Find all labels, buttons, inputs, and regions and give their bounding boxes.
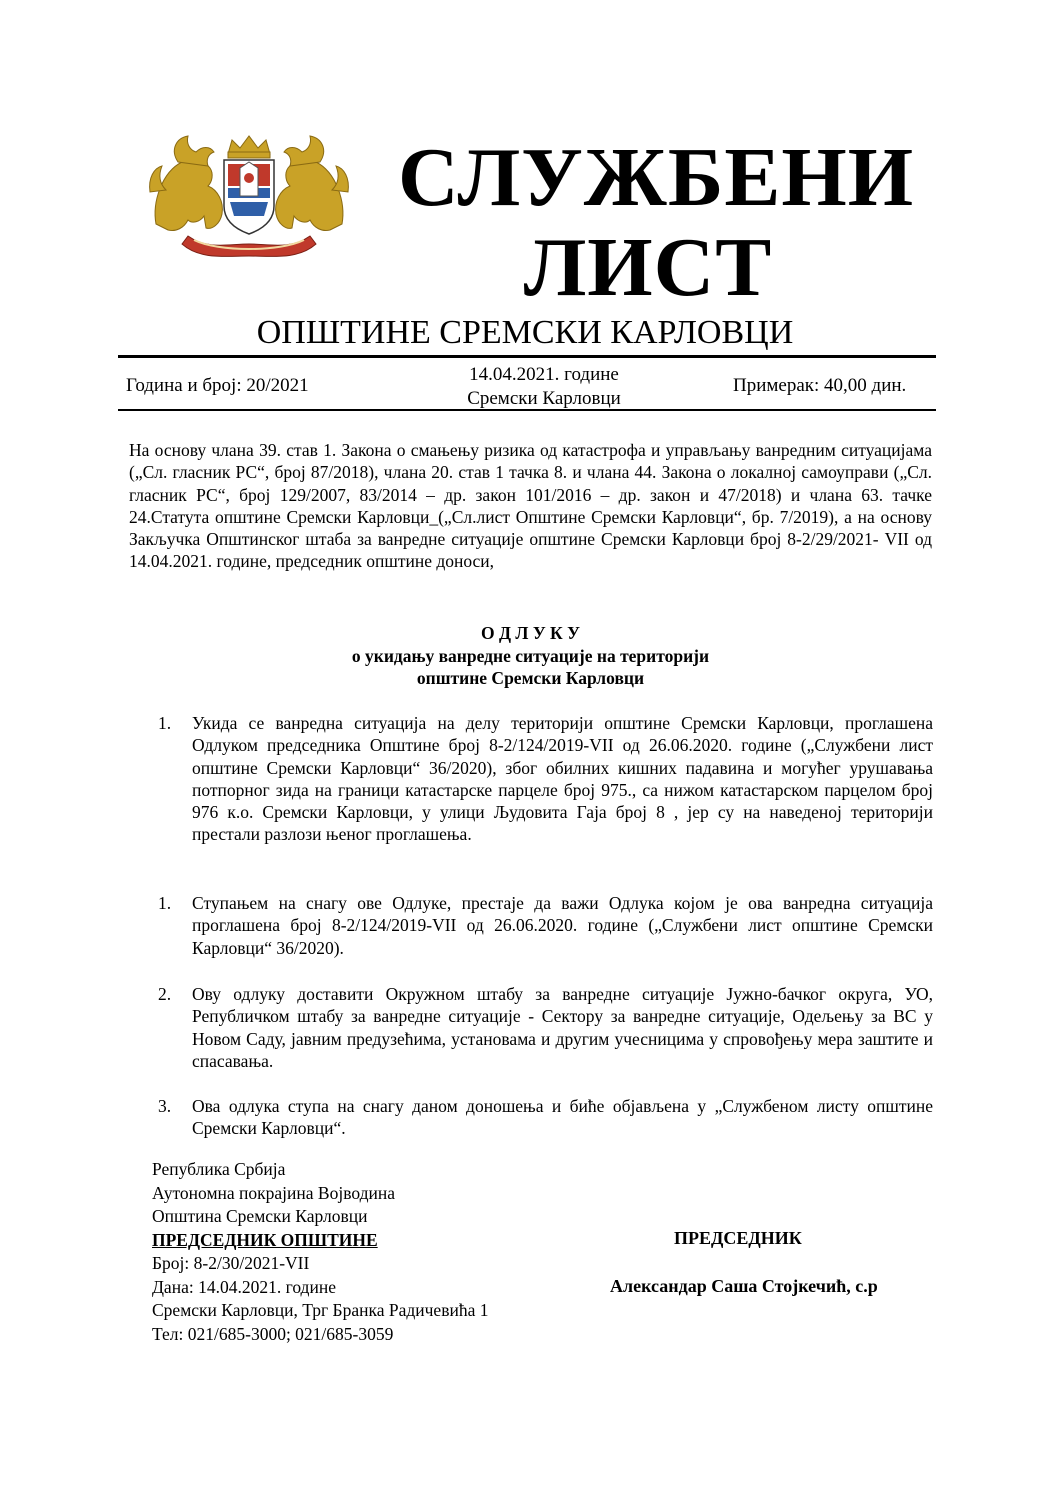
issue-number: Година и број: 20/2021 <box>126 375 309 396</box>
issuer-province: Аутономна покрајина Војводина <box>152 1182 395 1203</box>
item-number: 1. <box>158 713 172 733</box>
issuer-address: Сремски Карловци, Трг Бранка Радичевића 1 <box>152 1300 489 1320</box>
decision-item <box>158 892 933 959</box>
decision-subheading-line1: о укидању ванредне ситуације на територији <box>351 646 710 666</box>
decision-item <box>158 983 933 1072</box>
decision-item <box>158 712 933 846</box>
item-text: Ова одлука ступа на снагу даном доношења и биће објављена у „Службеном листу општине Сремски Карловци“. <box>192 1096 933 1139</box>
copy-price: Примерак: 40,00 дин. <box>733 375 907 396</box>
decision-heading: О Д Л У К У <box>481 623 580 643</box>
issuer-country: Република Србија <box>152 1159 286 1179</box>
signer-title: ПРЕДСЕДНИК <box>674 1228 802 1248</box>
journal-title-line1: СЛУЖБЕНИ <box>398 131 915 224</box>
document-date: Дана: 14.04.2021. године <box>152 1276 336 1297</box>
preamble-paragraph: На основу члана 39. став 1. Закона о смањењу ризика од катастрофа и управљању ванредним ситуацијама („Сл. гласник РС“, број 87/2018), члана 20. став 1 тачка 8. и члана 44. Закона о локалној самоуправи („Сл. гласник РС“, број 129/2007, 83/2014 – др. закон 101/2016 – др. закон и 47/2018) и члана 63. тачке 24.Статута општине Сремски Карловци_(„Сл.лист Општине Сремски Карловци“, бр. 7/2019), а на основу Закључка Општинског штаба за ванредне ситуације општине Сремски Карловци број 8-2/29/2021- VII од 14.04.2021. године, председник општине доноси, <box>129 440 932 572</box>
decision-item <box>158 1095 933 1140</box>
decision-subheading-line2: општине Сремски Карловци <box>416 668 645 688</box>
municipal-coat-of-arms-icon <box>148 132 350 264</box>
document-number: Број: 8-2/30/2021-VII <box>152 1253 310 1273</box>
issuer-municipality: Општина Сремски Карловци <box>152 1206 368 1226</box>
issuer-block <box>152 1158 488 1346</box>
header-divider-bottom <box>118 409 936 411</box>
signer-name: Александар Саша Стојкечић, с.р <box>610 1276 878 1296</box>
item-number: 1. <box>158 893 172 913</box>
journal-subtitle: ОПШТИНЕ СРЕМСКИ КАРЛОВЦИ <box>256 314 794 351</box>
item-number: 3. <box>158 1096 172 1116</box>
issuer-office: ПРЕДСЕДНИК ОПШТИНЕ <box>152 1229 378 1250</box>
publication-place-line: Сремски Карловци <box>467 388 621 409</box>
header-divider-top <box>118 355 936 358</box>
item-text: Ову одлуку доставити Окружном штабу за ванредне ситуације Јужно-бачког округа, УО, Републичком штабу за ванредне ситуације - Сектору за ванредне ситуације, Одељењу за ВС у Новом Саду, јавним предузећима, установама и другим учесницима у спровођењу мера заштите и спасавања. <box>192 984 933 1071</box>
publication-date <box>430 363 658 411</box>
issuer-phone: Тел: 021/685-3000; 021/685-3059 <box>152 1323 394 1344</box>
item-text: Ступањем на снагу ове Одлуке, престаје да важи Одлука којом је ова ванредна ситуација проглашена број 8-2/124/2019-VII од 26.06.2020. године („Службени лист општине Сремски Карловци“ 36/2020). <box>192 893 933 958</box>
journal-title-line2: ЛИСТ <box>523 221 773 314</box>
item-text: Укида се ванредна ситуација на делу територији општине Сремски Карловци, проглашена Одлуком председника Општине број 8-2/124/2019-VII од 26.06.2020. године („Службени лист општине Сремски Карловци“ 36/2020), због обилних кишних падавина и могућег урушавања потпорног зида на граници катастарске парцеле број 975., са нижом катастарском парцелом број 976 к.о. Сремски Карловци, у улици Људовита Гаја број 8 , јер су на наведеној територији престали разлози њеног проглашења. <box>192 713 933 845</box>
item-number: 2. <box>158 984 172 1004</box>
publication-date-line: 14.04.2021. године <box>469 364 619 385</box>
